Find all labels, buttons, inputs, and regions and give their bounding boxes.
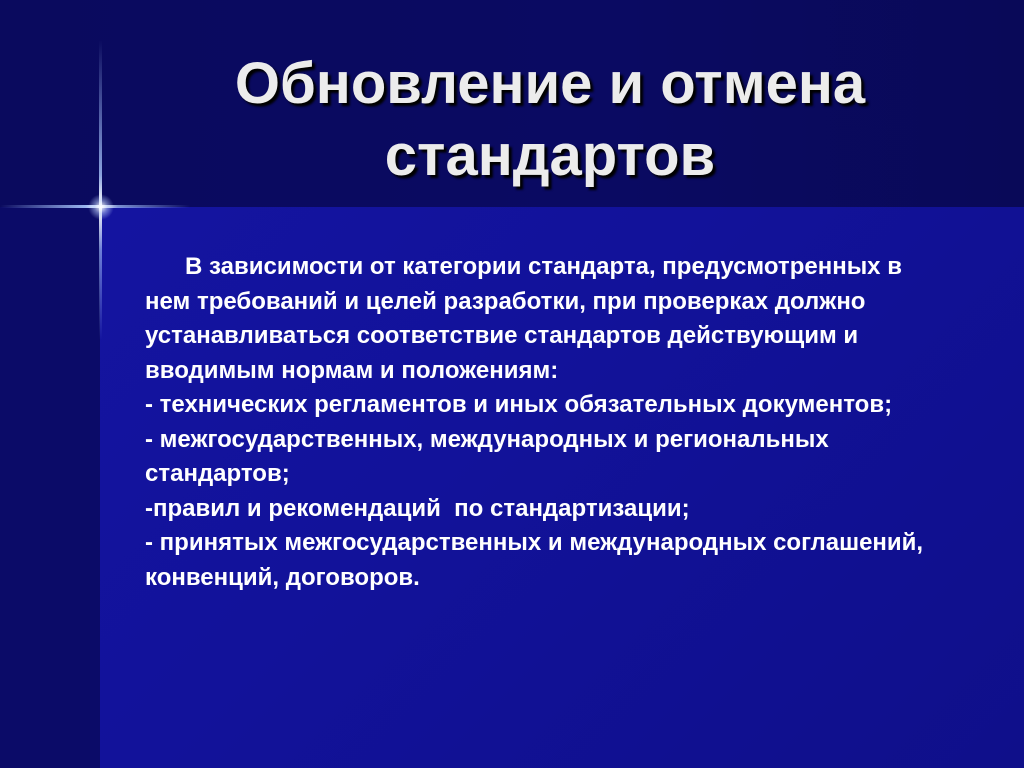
- title-line-2: стандартов: [384, 123, 716, 188]
- slide-body: [145, 250, 925, 595]
- sparkle-icon: [88, 194, 114, 220]
- list-item-2: - межгосударственных, международных и региональных стандартов;: [145, 425, 829, 487]
- list-item-3: -правил и рекомендаций по стандартизации;: [145, 494, 690, 522]
- list-item-1: - технических регламентов и иных обязательных документов;: [145, 391, 893, 418]
- title-line-1: Обновление и отмена: [234, 51, 866, 116]
- slide-title: [100, 48, 1000, 192]
- left-strip: [0, 207, 100, 768]
- intro-paragraph: В зависимости от категории стандарта, предусмотренных в нем требований и целей разработки, при проверках должно устанавливаться соответствие стандартов действующим и вводимым нормам и положениям:: [145, 253, 902, 384]
- list-item-4: - принятых межгосударственных и международных соглашений, конвенций, договоров.: [145, 529, 924, 591]
